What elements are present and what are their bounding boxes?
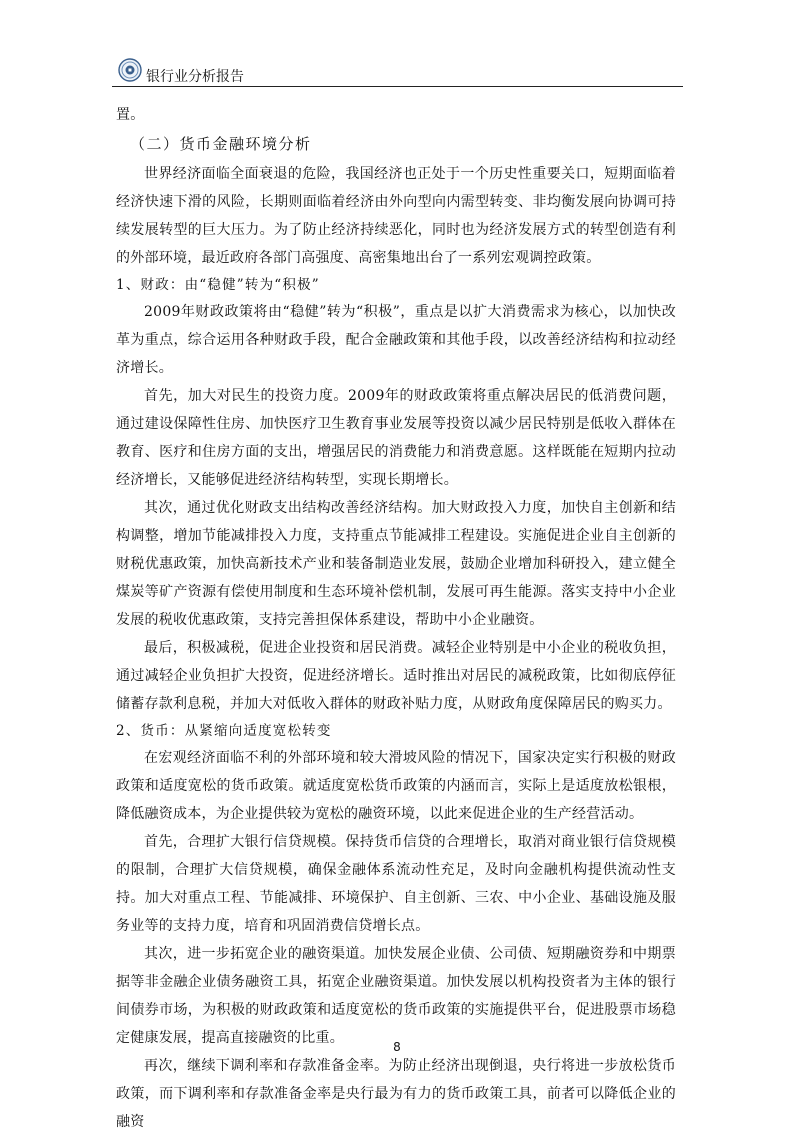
page-header <box>112 58 683 88</box>
lead-fragment: 置。 <box>116 107 145 123</box>
monetary-paragraph: 首先，合理扩大银行信贷规模。保持货币信贷的合理增长，取消对商业银行信贷规模的限制，合理扩大信贷规模，确保金融体系流动性充足，及时向金融机构提供流动性支持。加大对重点工程、节能减排、环境保护、自主创新、三农、中小企业、基础设施及服务业等的支持力度，培育和巩固消费信贷增长点。 <box>116 834 676 934</box>
fiscal-paragraph: 首先，加大对民生的投资力度。2009年的财政政策将重点解决居民的低消费问题，通过建设保障性住房、加快医疗卫生教育事业发展等投资以减少居民特别是低收入群体在教育、医疗和住房方面的支出，增强居民的消费能力和消费意愿。这样既能在短期内拉动经济增长，又能够促进经济结构转型，实现长期增长。 <box>116 388 676 488</box>
fiscal-paragraph: 其次，通过优化财政支出结构改善经济结构。加大财政投入力度，加快自主创新和结构调整，增加节能减排投入力度，支持重点节能减排工程建设。实施促进企业自主创新的财税优惠政策，加快高新技术产业和装备制造业发展，鼓励企业增加科研投入，建立健全煤炭等矿产资源有偿使用制度和生态环境补偿机制，发展可再生能源。落实支持中小企业发展的税收优惠政策，支持完善担保体系建设，帮助中小企业融资。 <box>116 500 676 628</box>
header-title: 银行业分析报告 <box>146 69 244 85</box>
bank-seal-icon <box>118 58 142 82</box>
monetary-paragraph: 在宏观经济面临不利的外部环境和较大滑坡风险的情况下，国家决定实行积极的财政政策和适度宽松的货币政策。就适度宽松货币政策的内涵而言，实际上是适度放松银根，降低融资成本，为企业提供较为宽松的融资环境，以此来促进企业的生产经营活动。 <box>116 750 676 822</box>
fiscal-paragraph: 最后，积极减税，促进企业投资和居民消费。减轻企业特别是中小企业的税收负担，通过减轻企业负担扩大投资，促进经济增长。适时推出对居民的减税政策，比如彻底停征储蓄存款利息税，并加大对低收入群体的财政补贴力度，从财政角度保障居民的购买力。 <box>116 640 676 712</box>
header-divider <box>112 86 683 87</box>
document-body <box>116 101 676 1136</box>
monetary-paragraph: 再次，继续下调利率和存款准备金率。为防止经济出现倒退，央行将进一步放松货币政策，而下调利率和存款准备金率是央行最为有力的货币政策工具，前者可以降低企业的融资 <box>116 1058 676 1130</box>
monetary-heading: 2、货币：从紧缩向适度宽松转变 <box>116 723 332 739</box>
intro-paragraph: 世界经济面临全面衰退的危险，我国经济也正处于一个历史性重要关口，短期面临着经济快速下滑的风险，长期则面临着经济由外向型向内需型转变、非均衡发展向协调可持续发展转型的巨大压力。为了防止经济持续恶化，同时也为经济发展方式的转型创造有利的外部环境，最近政府各部门高强度、高密集地出台了一系列宏观调控政策。 <box>116 166 676 266</box>
fiscal-paragraph: 2009年财政政策将由“稳健”转为“积极”，重点是以扩大消费需求为核心，以加快改革为重点，综合运用各种财政手段，配合金融政策和其他手段，以改善经济结构和拉动经济增长。 <box>116 304 676 376</box>
page-number: 8 <box>393 1040 401 1054</box>
monetary-paragraph: 其次，进一步拓宽企业的融资渠道。加快发展企业债、公司债、短期融资券和中期票据等非金融企业债务融资工具，拓宽企业融资渠道。加快发展以机构投资者为主体的银行间债券市场，为积极的财政政策和适度宽松的货币政策的实施提供平台，促进股票市场稳定健康发展，提高直接融资的比重。 <box>116 946 676 1046</box>
section-heading: （二）货币金融环境分析 <box>130 135 312 153</box>
fiscal-heading: 1、财政：由“稳健”转为“积极” <box>116 277 320 293</box>
